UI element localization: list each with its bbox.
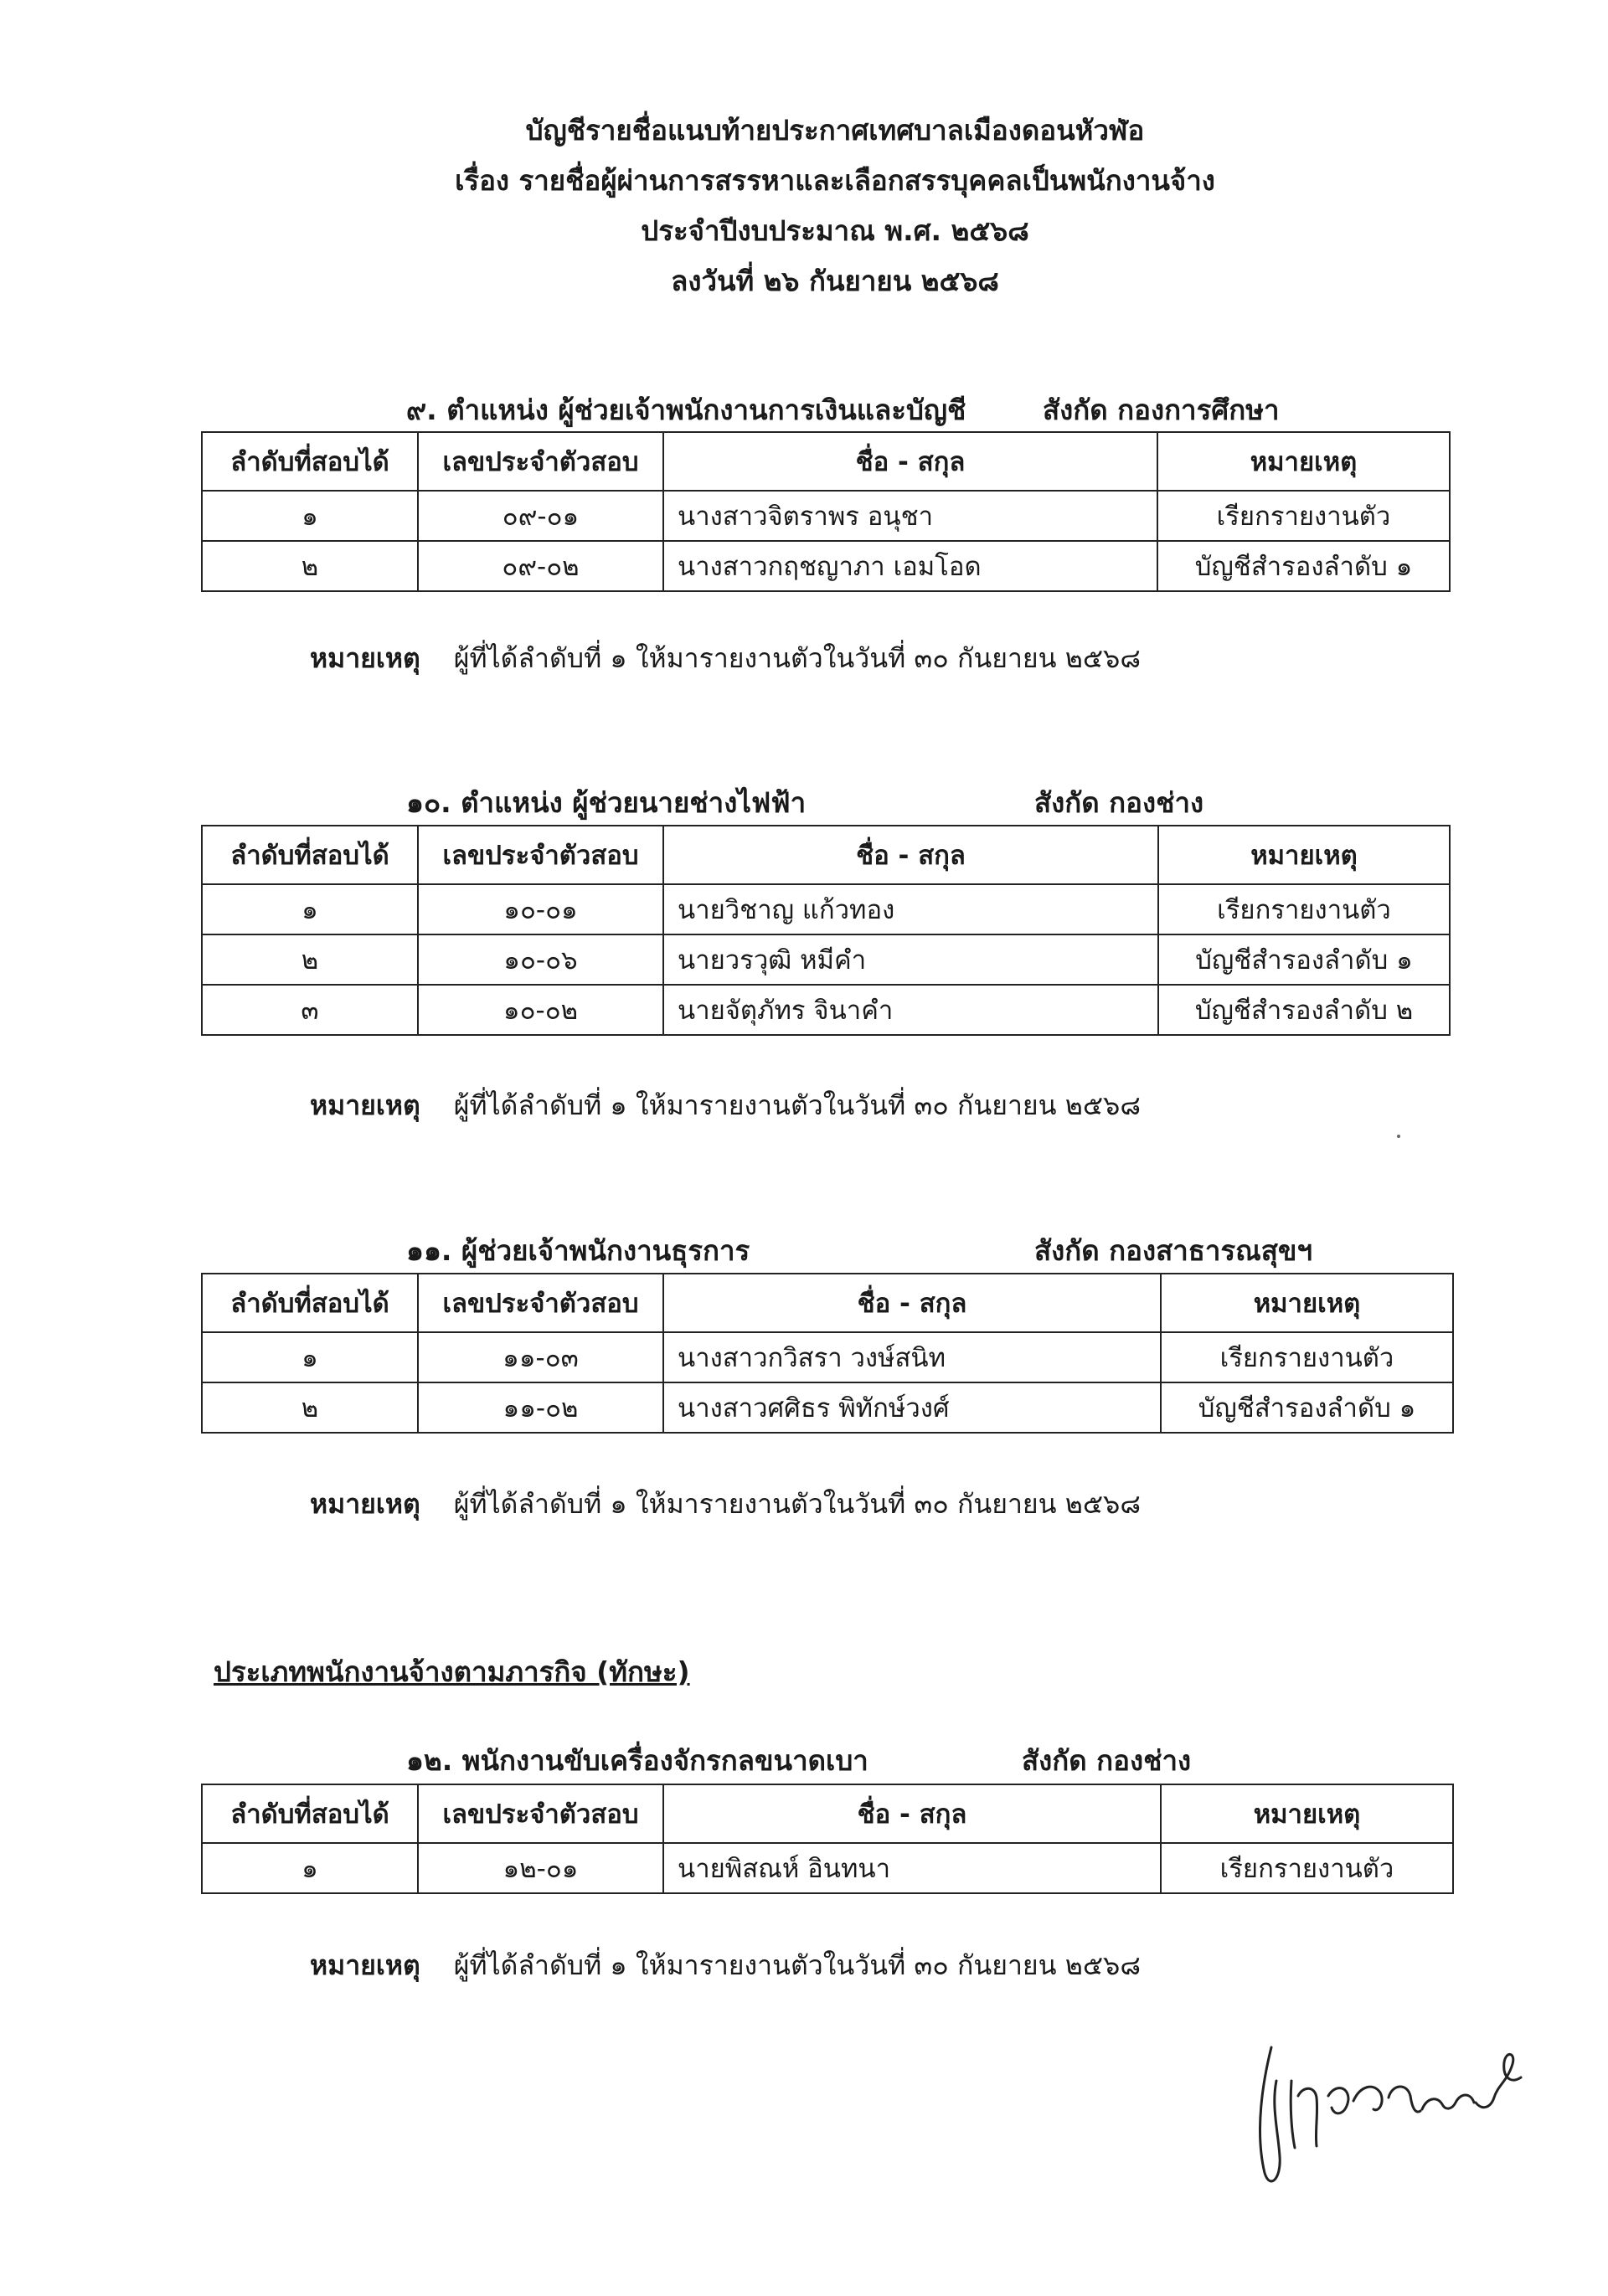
remark-cell: บัญชีสำรองลำดับ ๑ — [1158, 934, 1450, 985]
section-12-org: สังกัด กองช่าง — [1022, 1744, 1192, 1777]
name-cell: นางสาวกวิสรา วงษ์สนิท — [663, 1332, 1161, 1382]
section-9-title: ๙. ตำแหน่ง ผู้ช่วยเจ้าพนักงานการเงินและบัญชี — [406, 394, 966, 426]
handwritten-signature — [1248, 2031, 1533, 2198]
col-name-header: ชื่อ - สกุล — [663, 1784, 1161, 1843]
rank-cell: ๒ — [202, 934, 418, 985]
col-exam-id-header: เลขประจำตัวสอบ — [418, 1274, 663, 1332]
note-text: ผู้ที่ได้ลำดับที่ ๑ ให้มารายงานตัวในวันที่ ๓๐ กันยายน ๒๕๖๘ — [453, 1488, 1142, 1520]
speck — [1397, 1135, 1400, 1138]
rank-cell: ๑ — [202, 884, 418, 934]
table-header-row — [202, 1274, 1453, 1332]
rank-cell: ๓ — [202, 985, 418, 1035]
section-10-org: สังกัด กองช่าง — [1034, 786, 1204, 819]
table-header-row — [202, 826, 1450, 884]
section-11-title: ๑๑. ผู้ช่วยเจ้าพนักงานธุรการ — [406, 1234, 750, 1267]
section-9-table — [201, 431, 1451, 592]
col-remark-header: หมายเหตุ — [1161, 1274, 1453, 1332]
name-cell: นางสาวจิตราพร อนุชา — [663, 491, 1157, 541]
exam-id-cell: ๑๒-๐๑ — [418, 1843, 663, 1893]
name-cell: นางสาวกฤชญาภา เอมโอด — [663, 541, 1157, 591]
table-row — [202, 934, 1450, 985]
col-remark-header: หมายเหตุ — [1157, 432, 1450, 491]
remark-cell: บัญชีสำรองลำดับ ๑ — [1157, 541, 1450, 591]
exam-id-cell: ๑๐-๐๖ — [418, 934, 663, 985]
remark-cell: เรียกรายงานตัว — [1157, 491, 1450, 541]
table-row — [202, 884, 1450, 934]
rank-cell: ๑ — [202, 1843, 418, 1893]
col-name-header: ชื่อ - สกุล — [663, 432, 1157, 491]
name-cell: นางสาวศศิธร พิทักษ์วงศ์ — [663, 1382, 1161, 1433]
header-date: ลงวันที่ ๒๖ กันยายน ๒๕๖๘ — [671, 265, 999, 297]
table-row — [202, 1843, 1453, 1893]
col-rank-header: ลำดับที่สอบได้ — [202, 1784, 418, 1843]
table-row — [202, 1332, 1453, 1382]
rank-cell: ๒ — [202, 1382, 418, 1433]
table-header-row — [202, 432, 1450, 491]
name-cell: นายวรวุฒิ หมีคำ — [663, 934, 1158, 985]
table-row — [202, 1382, 1453, 1433]
remark-cell: บัญชีสำรองลำดับ ๑ — [1161, 1382, 1453, 1433]
note-text: ผู้ที่ได้ลำดับที่ ๑ ให้มารายงานตัวในวันที่ ๓๐ กันยายน ๒๕๖๘ — [453, 1089, 1142, 1121]
exam-id-cell: ๑๑-๐๒ — [418, 1382, 663, 1433]
header-fiscal-year: ประจำปีงบประมาณ พ.ศ. ๒๕๖๘ — [641, 214, 1029, 247]
document-header — [0, 106, 1608, 306]
section-10-title: ๑๐. ตำแหน่ง ผู้ช่วยนายช่างไฟฟ้า — [406, 786, 807, 819]
table-row — [202, 541, 1450, 591]
section-9-note — [310, 641, 1141, 675]
remark-cell: บัญชีสำรองลำดับ ๒ — [1158, 985, 1450, 1035]
category-heading: ประเภทพนักงานจ้างตามภารกิจ (ทักษะ) — [214, 1655, 690, 1688]
exam-id-cell: ๐๙-๐๑ — [418, 491, 663, 541]
remark-cell: เรียกรายงานตัว — [1161, 1843, 1453, 1893]
section-9-org: สังกัด กองการศึกษา — [1043, 394, 1280, 426]
header-title: บัญชีรายชื่อแนบท้ายประกาศเทศบาลเมืองดอนหัวฬ่อ — [525, 114, 1145, 147]
rank-cell: ๑ — [202, 491, 418, 541]
note-label: หมายเหตุ — [310, 1488, 420, 1520]
col-rank-header: ลำดับที่สอบได้ — [202, 1274, 418, 1332]
remark-cell: เรียกรายงานตัว — [1161, 1332, 1453, 1382]
note-label: หมายเหตุ — [310, 642, 420, 674]
exam-id-cell: ๑๑-๐๓ — [418, 1332, 663, 1382]
remark-cell: เรียกรายงานตัว — [1158, 884, 1450, 934]
note-text: ผู้ที่ได้ลำดับที่ ๑ ให้มารายงานตัวในวันที่ ๓๐ กันยายน ๒๕๖๘ — [453, 642, 1142, 674]
name-cell: นายพิสณห์ อินทนา — [663, 1843, 1161, 1893]
col-rank-header: ลำดับที่สอบได้ — [202, 432, 418, 491]
col-remark-header: หมายเหตุ — [1158, 826, 1450, 884]
note-label: หมายเหตุ — [310, 1089, 420, 1121]
table-row — [202, 491, 1450, 541]
table-row — [202, 985, 1450, 1035]
exam-id-cell: ๑๐-๐๑ — [418, 884, 663, 934]
col-name-header: ชื่อ - สกุล — [663, 1274, 1161, 1332]
rank-cell: ๑ — [202, 1332, 418, 1382]
col-exam-id-header: เลขประจำตัวสอบ — [418, 1784, 663, 1843]
section-12-note — [310, 1949, 1141, 1982]
col-exam-id-header: เลขประจำตัวสอบ — [418, 432, 663, 491]
name-cell: นายวิชาญ แก้วทอง — [663, 884, 1158, 934]
section-12-title: ๑๒. พนักงานขับเครื่องจักรกลขนาดเบา — [406, 1744, 868, 1777]
section-11-org: สังกัด กองสาธารณสุขฯ — [1034, 1234, 1312, 1267]
note-text: ผู้ที่ได้ลำดับที่ ๑ ให้มารายงานตัวในวันที่ ๓๐ กันยายน ๒๕๖๘ — [453, 1949, 1142, 1981]
section-12-table — [201, 1784, 1454, 1894]
exam-id-cell: ๑๐-๐๒ — [418, 985, 663, 1035]
section-11-table — [201, 1273, 1454, 1434]
col-name-header: ชื่อ - สกุล — [663, 826, 1158, 884]
exam-id-cell: ๐๙-๐๒ — [418, 541, 663, 591]
col-rank-header: ลำดับที่สอบได้ — [202, 826, 418, 884]
col-remark-header: หมายเหตุ — [1161, 1784, 1453, 1843]
header-subject: เรื่อง รายชื่อผู้ผ่านการสรรหาและเลือกสรรบุคคลเป็นพนักงานจ้าง — [455, 164, 1215, 197]
section-10-table — [201, 825, 1451, 1036]
name-cell: นายจัตุภัทร จินาคำ — [663, 985, 1158, 1035]
col-exam-id-header: เลขประจำตัวสอบ — [418, 826, 663, 884]
table-header-row — [202, 1784, 1453, 1843]
note-label: หมายเหตุ — [310, 1949, 420, 1981]
rank-cell: ๒ — [202, 541, 418, 591]
section-11-note — [310, 1487, 1141, 1521]
section-10-note — [310, 1089, 1141, 1122]
